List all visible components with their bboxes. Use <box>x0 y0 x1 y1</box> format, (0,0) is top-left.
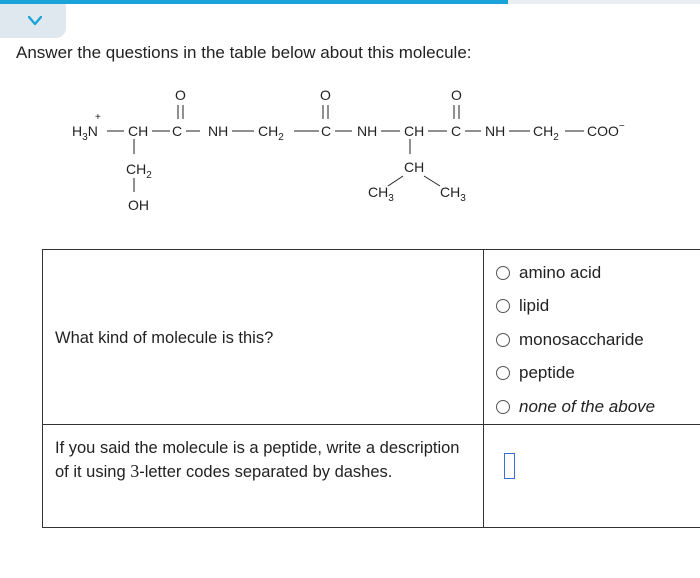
answer-cell-1 <box>484 250 700 425</box>
radio-button[interactable] <box>496 366 510 380</box>
nh-3: NH <box>485 123 506 139</box>
question-2-suffix: -letter codes separated by dashes. <box>139 462 393 481</box>
peptide-code-input[interactable] <box>504 453 515 479</box>
option-label: amino acid <box>519 262 602 282</box>
question-cell-1 <box>43 250 484 425</box>
collapse-button[interactable] <box>0 4 66 38</box>
ch2-ser: $CH_2$ <box>126 161 152 181</box>
option-label: none of the above <box>519 396 656 416</box>
option-label: monosaccharide <box>519 329 644 349</box>
ch-2: CH <box>404 123 425 139</box>
radio-button[interactable] <box>496 299 510 313</box>
nh-1: NH <box>208 123 229 139</box>
option-label: peptide <box>519 363 575 383</box>
question-table <box>42 249 700 528</box>
molecule-structure <box>0 80 700 220</box>
oh-group: OH <box>128 197 149 213</box>
radio-button[interactable] <box>496 266 510 280</box>
charge-plus: + <box>95 112 101 123</box>
question-2-prefix: If you said the molecule is a peptide, write a description of it using <box>55 438 460 481</box>
option-peptide[interactable] <box>496 357 700 391</box>
question-cell-2 <box>43 424 484 527</box>
question-row-1 <box>43 250 700 425</box>
option-monosaccharide[interactable] <box>496 323 700 357</box>
option-none-of-the-above[interactable] <box>496 390 700 424</box>
option-amino-acid[interactable] <box>496 256 700 290</box>
carbonyl-o-1: O <box>175 87 186 103</box>
ch-branch: CH <box>404 159 425 175</box>
carbonyl-c-2: C <box>321 123 332 139</box>
nh-2: NH <box>357 123 378 139</box>
progress-fill <box>0 0 508 4</box>
ch3-right: $CH_3$ <box>440 184 466 204</box>
h3n-group: $H_3N$ <box>72 123 98 143</box>
question-row-2 <box>43 424 700 527</box>
progress-track <box>0 0 700 4</box>
carbonyl-c-3: C <box>451 123 462 139</box>
prompt-text: Answer the questions in the table below about this molecule: <box>16 43 472 62</box>
radio-button[interactable] <box>496 400 510 414</box>
ch-1: CH <box>128 123 149 139</box>
ch2-gly-2: $CH_2$ <box>533 123 559 143</box>
option-label: lipid <box>519 296 550 316</box>
question-1-text: What kind of molecule is this? <box>55 329 274 348</box>
answer-cell-2 <box>484 424 700 527</box>
molecule-type-options <box>484 250 700 424</box>
chevron-down-icon <box>28 16 42 26</box>
radio-button[interactable] <box>496 333 510 347</box>
option-lipid[interactable] <box>496 290 700 324</box>
carboxylate-group: COO− <box>587 121 625 139</box>
carbonyl-o-3: O <box>451 87 462 103</box>
ch3-left: $CH_3$ <box>368 184 394 204</box>
carbonyl-o-2: O <box>320 87 331 103</box>
ch2-gly: $CH_2$ <box>258 123 284 143</box>
question-2-number: 3 <box>130 460 140 481</box>
carbonyl-c-1: C <box>172 123 183 139</box>
